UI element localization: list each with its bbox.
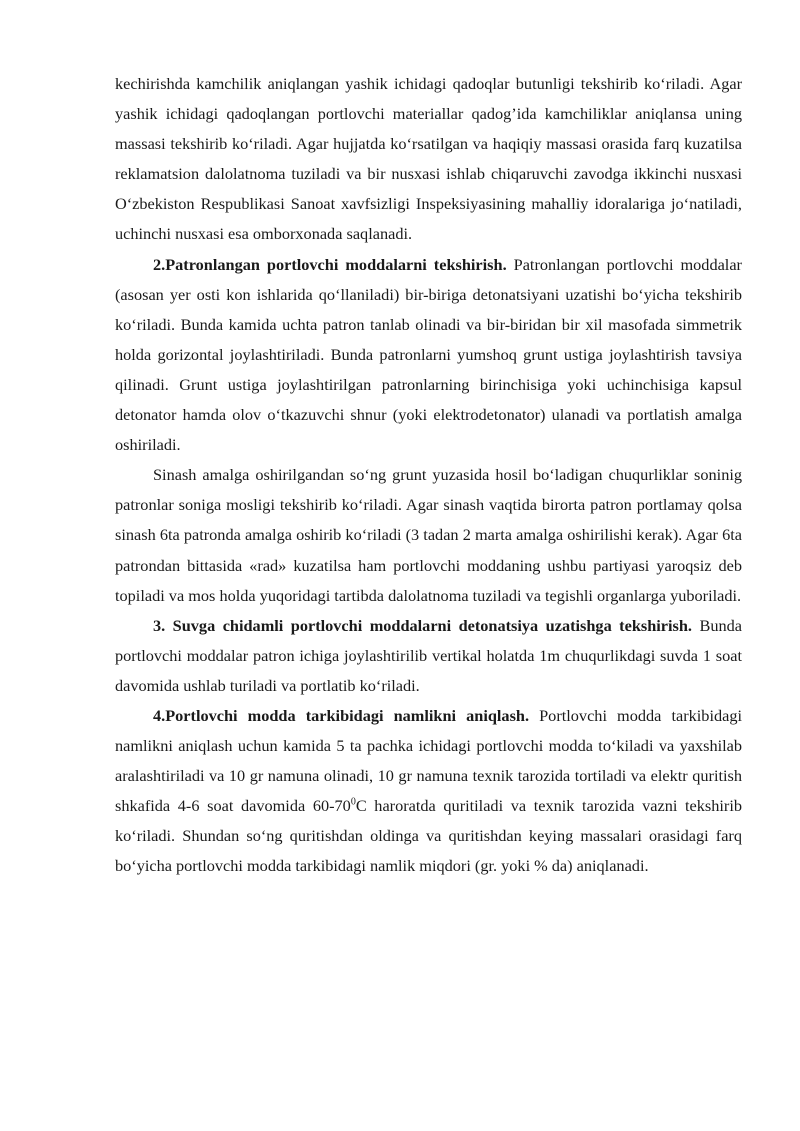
- paragraph-continuation: [115, 69, 742, 250]
- document-page: [115, 69, 742, 882]
- degree-superscript: 0: [350, 796, 356, 808]
- section-heading: 3. Suvga chidamli portlovchi moddalarni detonatsiya uzatishga tekshirish.: [153, 615, 693, 635]
- paragraph-text: Patronlangan portlovchi moddalar (asosan yer osti kon ishlarida qo‘llaniladi) bir-biriga detonatsiyani uzatishi bo‘yicha tekshirib ko‘riladi. Bunda kamida uchta patron tanlab olinadi va bir-biridan bir xil masofada simmetrik holda gorizontal joylashtiriladi. Bunda patronlarni yumshoq grunt ustiga joylashtirish tavsiya qilinadi. Grunt ustiga joylashtirilgan patronlarning birinchisiga yoki uchinchisiga kapsul detonator hamda olov o‘tkazuvchi shnur (yoki elektrodetonator) ulanadi va portlatish amalga oshiriladi.: [115, 254, 742, 455]
- paragraph-test-results: [115, 460, 742, 610]
- paragraph-water-resistant: [115, 611, 742, 701]
- paragraph-text: C haroratda quritiladi va texnik tarozida vazni tekshirib ko‘riladi. Shundan so‘ng quritishdan oldinga va quritishdan keying massalari orasidagi farq bo‘yicha portlovchi modda tarkibidagi namlik miqdori (gr. yoki % da) aniqlanadi.: [115, 796, 742, 876]
- paragraph-patron-testing: [115, 250, 742, 461]
- paragraph-text: Bunda portlovchi moddalar patron ichiga joylashtirilib vertikal holatda 1m chuqurlikdagi suvda 1 soat davomida ushlab turiladi va portlatib ko‘riladi.: [115, 615, 742, 695]
- paragraph-moisture: [115, 701, 742, 882]
- paragraph-text: Sinash amalga oshirilgandan so‘ng grunt yuzasida hosil bo‘ladigan chuqurliklar soninig patronlar soniga mosligi tekshirib ko‘riladi. Agar sinash vaqtida birorta patron portlamay qolsa sinash 6ta patronda amalga oshirib ko‘riladi (3 tadan 2 marta amalga oshirilishi kerak). Agar 6ta patrondan bittasida «rad» kuzatilsa ham portlovchi moddaning ushbu partiyasi yaroqsiz deb topiladi va mos holda yuqoridagi tartibda dalolatnoma tuziladi va tegishli organlarga yuboriladi.: [115, 465, 742, 605]
- section-heading: 2.Patronlangan portlovchi moddalarni tekshirish.: [153, 254, 507, 274]
- section-heading: 4.Portlovchi modda tarkibidagi namlikni aniqlash.: [153, 705, 530, 725]
- paragraph-text: Portlovchi modda tarkibidagi namlikni aniqlash uchun kamida 5 ta pachka ichidagi portlovchi modda to‘kiladi va yaxshilab aralashtiriladi va 10 gr namuna olinadi, 10 gr namuna texnik tarozida tortiladi va elektr quritish shkafida 4-6 soat davomida 60-70: [115, 705, 742, 816]
- paragraph-text: kechirishda kamchilik aniqlangan yashik ichidagi qadoqlar butunligi tekshirib ko‘riladi. Agar yashik ichidagi qadoqlangan portlovchi materiallar qadog’ida kamchiliklar aniqlansa uning massasi tekshirib ko‘riladi. Agar hujjatda ko‘rsatilgan va haqiqiy massasi orasida farq kuzatilsa reklamatsion dalolatnoma tuziladi va bir nusxasi ishlab chiqaruvchi zavodga ikkinchi nusxasi O‘zbekiston Respublikasi Sanoat xavfsizligi Inspeksiyasining mahalliy idoralariga jo‘natiladi, uchinchi nusxasi esa omborxonada saqlanadi.: [115, 74, 742, 244]
